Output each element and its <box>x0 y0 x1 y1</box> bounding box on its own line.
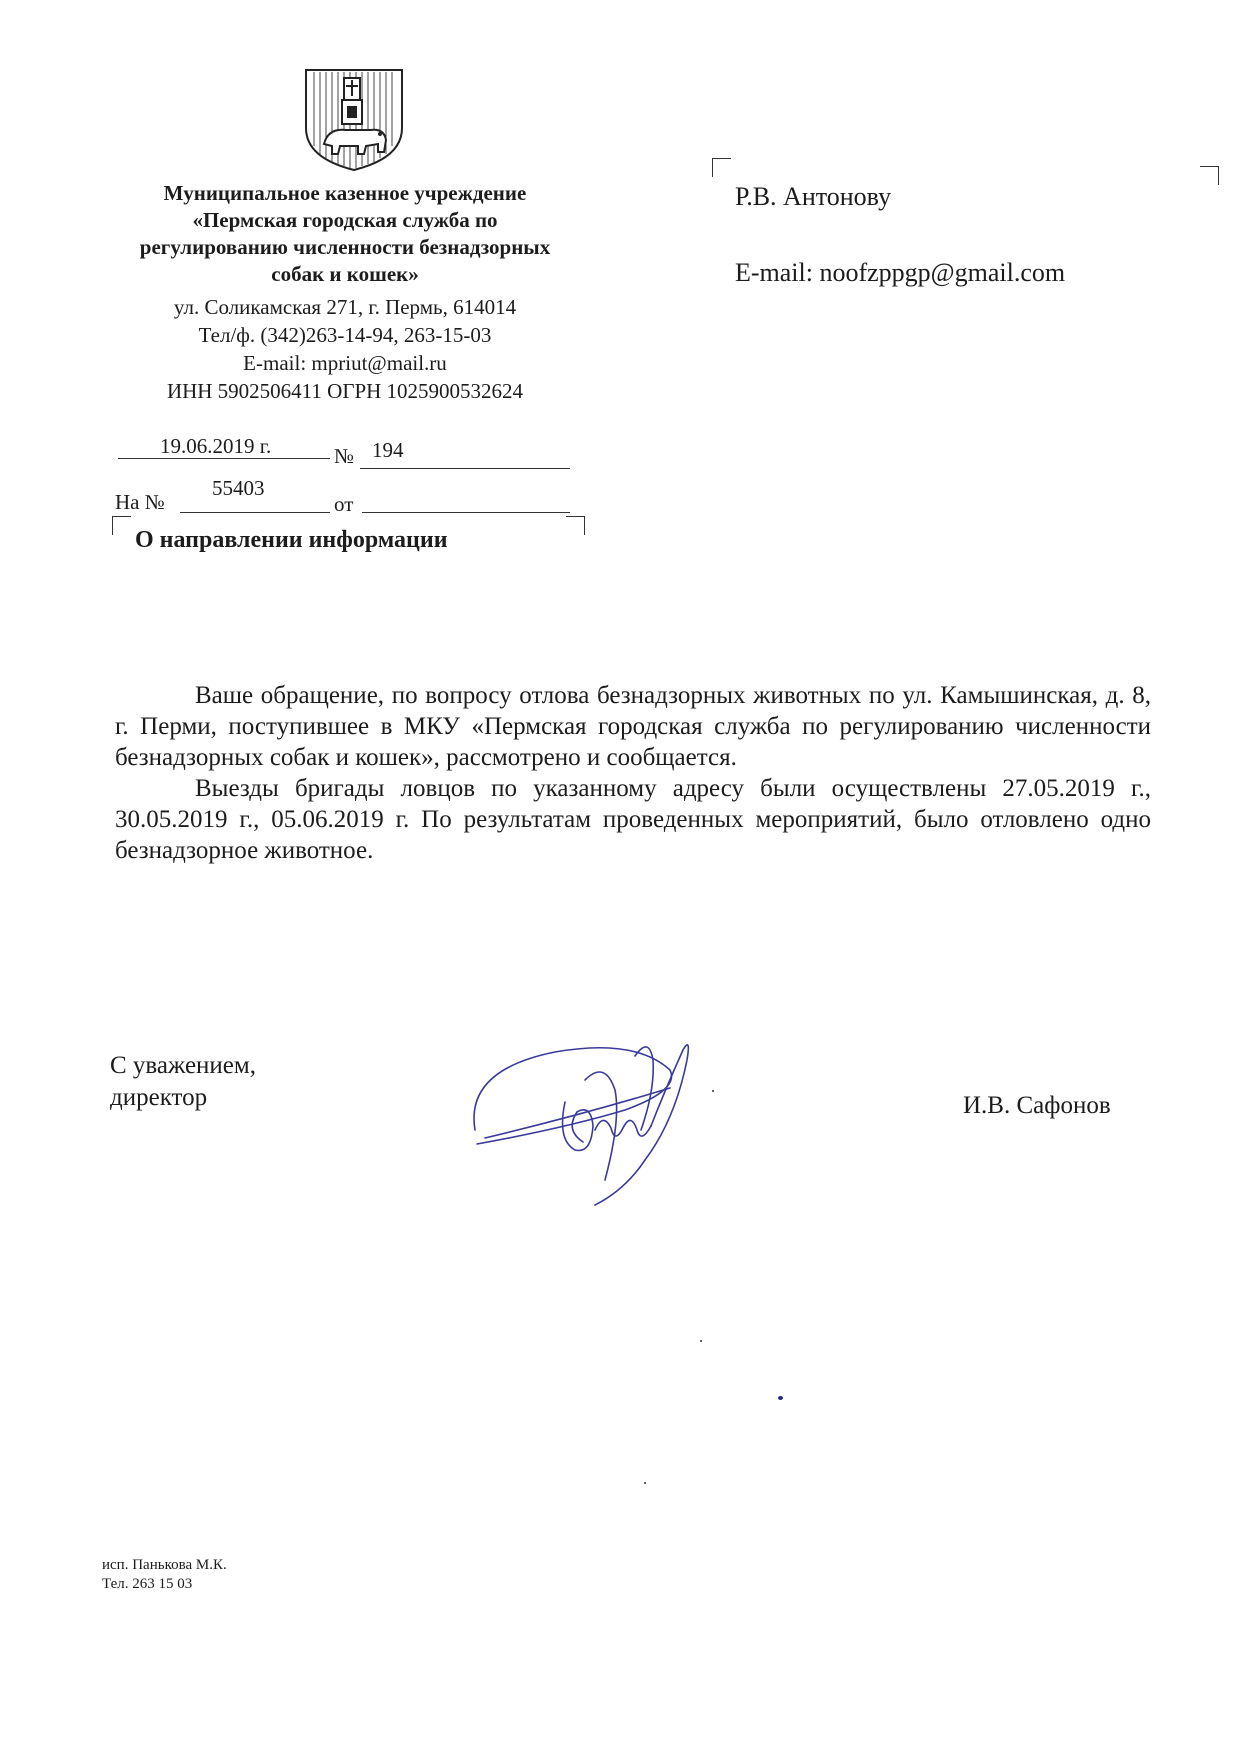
letter-subject: О направлении информации <box>135 527 448 553</box>
org-address: ул. Соликамская 271, г. Пермь, 614014 <box>173 295 517 319</box>
subject-corner-right <box>566 516 585 535</box>
from-underline <box>362 512 570 513</box>
from-label: от <box>334 492 354 516</box>
org-phone: Тел/ф. (342)263-14-94, 263-15-03 <box>198 323 492 347</box>
number-underline <box>360 468 570 469</box>
addressee-corner-right <box>1200 166 1219 185</box>
addressee-email: E-mail: noofzppgp@gmail.com <box>735 258 1066 287</box>
reply-to-underline <box>180 512 330 513</box>
scan-speck <box>700 1340 702 1342</box>
closing-block <box>110 1050 256 1114</box>
org-name-line: собак и кошек» <box>271 262 419 286</box>
number-label: № <box>334 444 355 468</box>
org-name-line: «Пермская городская служба по <box>192 208 498 232</box>
signer-name: И.В. Сафонов <box>963 1092 1111 1119</box>
perm-coat-of-arms-icon <box>300 66 408 172</box>
scan-speck <box>644 1482 646 1484</box>
letter-number: 194 <box>372 438 404 462</box>
org-name-line: регулированию численности безнадзорных <box>139 235 551 259</box>
date-underline <box>118 458 330 459</box>
signer-position: директор <box>110 1084 208 1111</box>
addressee-corner-left <box>712 158 731 177</box>
reply-to-label: На № <box>115 490 165 514</box>
letter-date: 19.06.2019 г. <box>160 434 272 458</box>
scan-speck <box>712 1090 714 1092</box>
handwritten-signature <box>465 1030 730 1210</box>
executor-phone: Тел. 263 15 03 <box>102 1576 193 1592</box>
letter-body <box>115 680 1151 866</box>
subject-corner-left <box>112 516 131 535</box>
closing-regards: С уважением, <box>110 1052 256 1079</box>
addressee-name: Р.В. Антонову <box>735 182 892 211</box>
executor-name: исп. Панькова М.К. <box>102 1557 227 1573</box>
org-email: E-mail: mpriut@mail.ru <box>243 351 447 375</box>
body-paragraph: Ваше обращение, по вопросу отлова безнадзорных животных по ул. Камышинская, д. 8, г. Перми, поступившее в МКУ «Пермская городская служба по регулированию численности безнадзорных собак и кошек», рассмотрено и сообщается. <box>115 682 1151 771</box>
organization-name <box>70 180 620 288</box>
body-paragraph: Выезды бригады ловцов по указанному адресу были осуществлены 27.05.2019 г., 30.05.2019 г., 05.06.2019 г. По результатам проведенных мероприятий, было отловлено одно безнадзорное животное. <box>115 775 1151 864</box>
org-name-line: Муниципальное казенное учреждение <box>163 181 527 205</box>
org-ids: ИНН 5902506411 ОГРН 1025900532624 <box>166 379 524 403</box>
scan-speck <box>778 1396 783 1400</box>
reply-to-number: 55403 <box>212 476 265 500</box>
